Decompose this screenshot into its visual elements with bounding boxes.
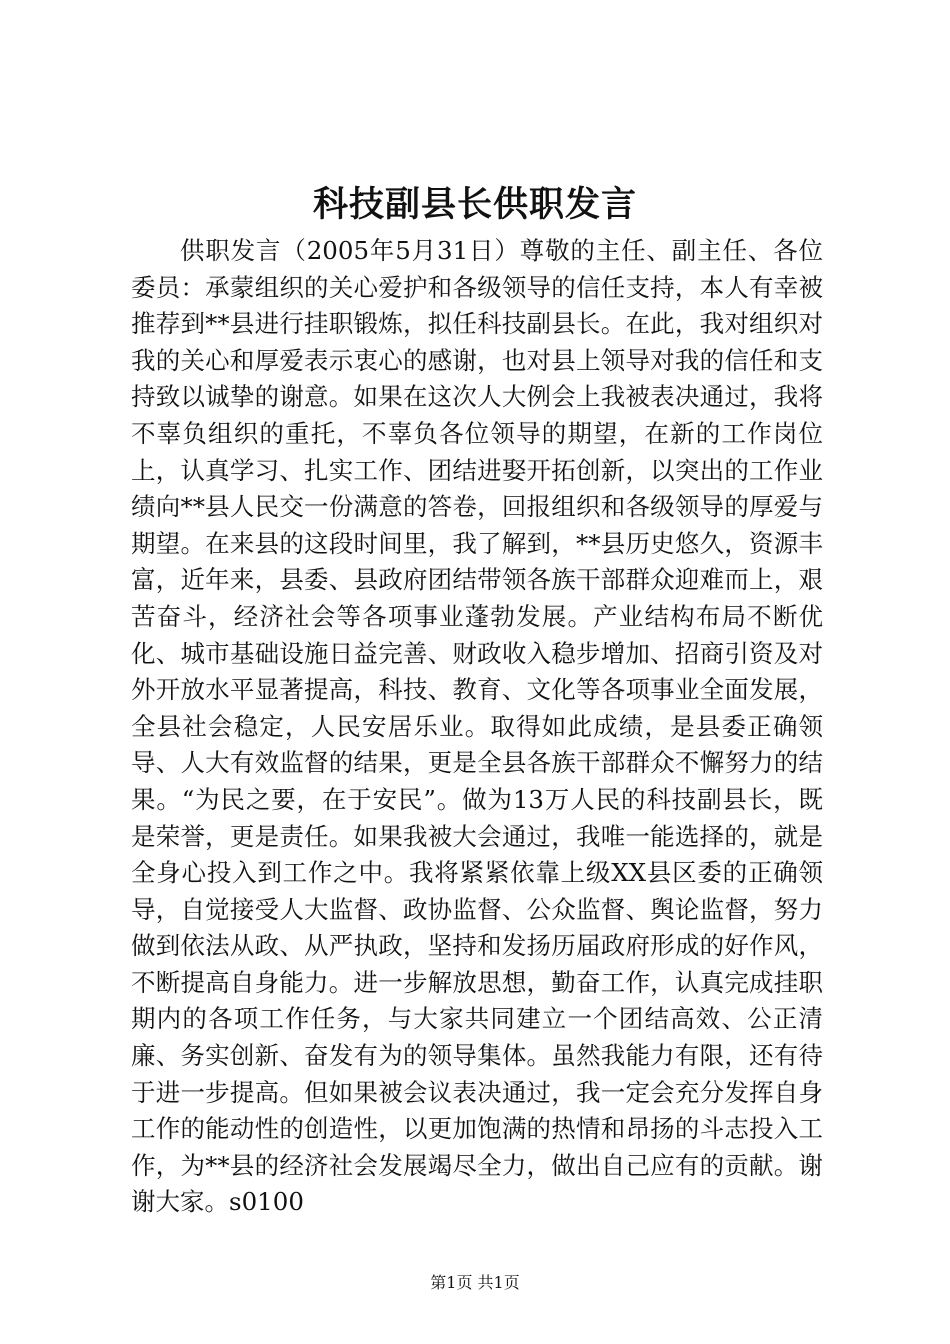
page-number-footer: 第1页 共1页 — [430, 1273, 520, 1292]
page-title: 科技副县长供职发言 — [312, 184, 637, 225]
body-paragraph: 供职发言（2005年5月31日）尊敬的主任、副主任、各位委员：承蒙组织的关心爱护和各级领导的信任支持，本人有幸被推荐到**县进行挂职锻炼，拟任科技副县长。在此，我对组织对我的关心和厚爱表示衷心的感谢，也对县上领导对我的信任和支持致以诚挚的谢意。如果在这次人大例会上我被表决通过，我将不辜负组织的重托，不辜负各位领导的期望，在新的工作岗位上，认真学习、扎实工作、团结进娶开拓创新，以突出的工作业绩向**县人民交一份满意的答卷，回报组织和各级领导的厚爱与期望。在来县的这段时间里，我了解到，**县历史悠久，资源丰富，近年来，县委、县政府团结带领各族干部群众迎难而上，艰苦奋斗，经济社会等各项事业蓬勃发展。产业结构布局不断优化、城市基础设施日益完善、财政收入稳步增加、招商引资及对外开放水平显著提高，科技、教育、文化等各项事业全面发展，全县社会稳定，人民安居乐业。取得如此成绩，是县委正确领导、人大有效监督的结果，更是全县各族干部群众不懈努力的结果。“为民之要，在于安民”。做为13万人民的科技副县长，既是荣誉，更是责任。如果我被大会通过，我唯一能选择的，就是全身心投入到工作之中。我将紧紧依靠上级XX县区委的正确领导，自觉接受人大监督、政协监督、公众监督、舆论监督，努力做到依法从政、从严执政，坚持和发扬历届政府形成的好作风，不断提高自身能力。进一步解放思想，勤奋工作，认真完成挂职期内的各项工作任务，与大家共同建立一个团结高效、公正清廉、务实创新、奋发有为的领导集体。虽然我能力有限，还有待于进一步提高。但如果被会议表决通过，我一定会充分发挥自身工作的能动性的创造性，以更加饱满的热情和昂扬的斗志投入工作，为**县的经济社会发展竭尽全力，做出自己应有的贡献。谢谢大家。s0100 — [131, 236, 823, 1217]
